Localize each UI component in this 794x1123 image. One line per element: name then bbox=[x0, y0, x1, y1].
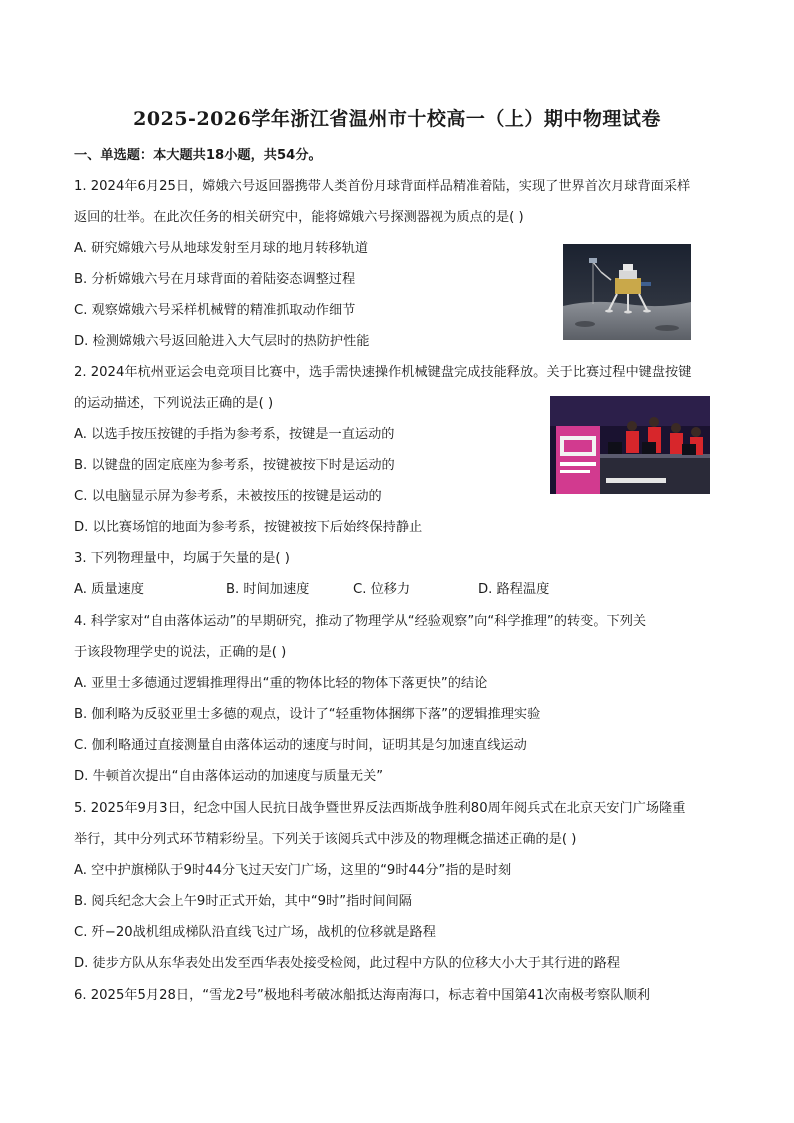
q4-option-a: A. 亚里士多德通过逻辑推理得出“重的物体比轻的物体下落更快”的结论 bbox=[74, 676, 488, 691]
q4-stem-line1: 4. 科学家对“自由落体运动”的早期研究，推动了物理学从“经验观察”向“科学推理”的转变。下列关 bbox=[74, 614, 647, 629]
lunar-lander-illustration bbox=[563, 244, 691, 340]
q2-option-c: C. 以电脑显示屏为参考系，未被按压的按键是运动的 bbox=[74, 489, 382, 504]
q2-option-a: A. 以选手按压按键的手指为参考系，按键是一直运动的 bbox=[74, 427, 395, 442]
q3-option-c: C. 位移力 bbox=[353, 582, 411, 597]
q1-option-b: B. 分析嫦娥六号在月球背面的着陆姿态调整过程 bbox=[74, 272, 356, 287]
q1-option-c: C. 观察嫦娥六号采样机械臂的精准抓取动作细节 bbox=[74, 303, 356, 318]
q4-option-c: C. 伽利略通过直接测量自由落体运动的速度与时间，证明其是匀加速直线运动 bbox=[74, 738, 527, 753]
q5-option-c: C. 歼−20战机组成梯队沿直线飞过广场，战机的位移就是路程 bbox=[74, 925, 436, 940]
q2-stem-line1: 2. 2024年杭州亚运会电竞项目比赛中，选手需快速操作机械键盘完成技能释放。关于比赛过程中键盘按键 bbox=[74, 365, 692, 380]
q5-option-b: B. 阅兵纪念大会上午9时正式开始，其中“9时”指时间间隔 bbox=[74, 894, 412, 909]
esports-match-image bbox=[550, 396, 710, 494]
page-title: 2025-2026学年浙江省温州市十校高一（上）期中物理试卷 bbox=[133, 108, 661, 130]
esports-illustration bbox=[550, 396, 710, 494]
q5-option-d: D. 徒步方队从东华表处出发至西华表处接受检阅，此过程中方队的位移大小大于其行进的路程 bbox=[74, 956, 621, 971]
q5-option-a: A. 空中护旗梯队于9时44分飞过天安门广场，这里的“9时44分”指的是时刻 bbox=[74, 863, 512, 878]
q3-stem-line1: 3. 下列物理量中，均属于矢量的是( ) bbox=[74, 551, 290, 566]
q2-option-b: B. 以键盘的固定底座为参考系，按键被按下时是运动的 bbox=[74, 458, 395, 473]
q3-option-b: B. 时间加速度 bbox=[226, 582, 310, 597]
q3-option-d: D. 路程温度 bbox=[478, 582, 550, 597]
q2-option-d: D. 以比赛场馆的地面为参考系，按键被按下后始终保持静止 bbox=[74, 520, 423, 535]
q5-stem-line2: 举行，其中分列式环节精彩纷呈。下列关于该阅兵式中涉及的物理概念描述正确的是( ) bbox=[74, 832, 577, 847]
q1-stem-line2: 返回的壮举。在此次任务的相关研究中，能将嫦娥六号探测器视为质点的是( ) bbox=[74, 210, 524, 225]
q1-stem-line1: 1. 2024年6月25日，嫦娥六号返回器携带人类首份月球背面样品精准着陆，实现了世界首次月球背面采样 bbox=[74, 179, 691, 194]
q4-option-b: B. 伽利略为反驳亚里士多德的观点，设计了“轻重物体捆绑下落”的逻辑推理实验 bbox=[74, 707, 541, 722]
q1-option-a: A. 研究嫦娥六号从地球发射至月球的地月转移轨道 bbox=[74, 241, 369, 256]
q4-option-d: D. 牛顿首次提出“自由落体运动的加速度与质量无关” bbox=[74, 769, 384, 784]
section-heading: 一、单选题：本大题共18小题，共54分。 bbox=[74, 148, 322, 163]
lunar-lander-image bbox=[563, 244, 691, 340]
q6-stem-line1: 6. 2025年5月28日，“雪龙2号”极地科考破冰船抵达海南海口，标志着中国第41次南极考察队顺利 bbox=[74, 988, 650, 1003]
q1-option-d: D. 检测嫦娥六号返回舱进入大气层时的热防护性能 bbox=[74, 334, 370, 349]
q5-stem-line1: 5. 2025年9月3日，纪念中国人民抗日战争暨世界反法西斯战争胜利80周年阅兵式在北京天安门广场隆重 bbox=[74, 801, 686, 816]
q4-stem-line2: 于该段物理学史的说法，正确的是( ) bbox=[74, 645, 287, 660]
q3-option-a: A. 质量速度 bbox=[74, 582, 144, 597]
q2-stem-line2: 的运动描述，下列说法正确的是( ) bbox=[74, 396, 274, 411]
